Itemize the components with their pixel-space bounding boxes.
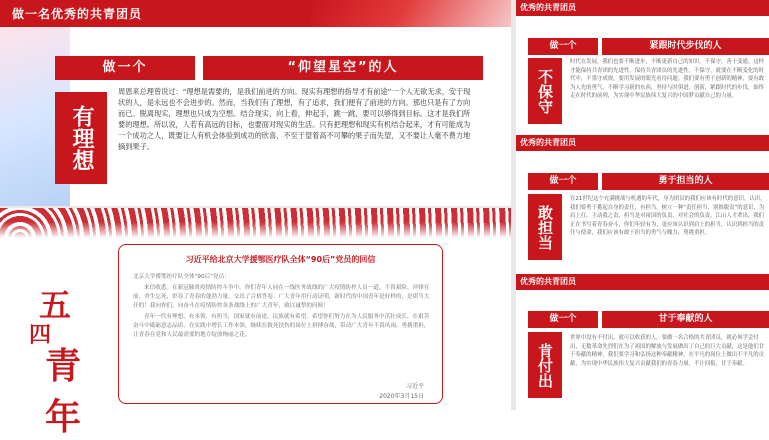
- header-label-a: 做一个: [528, 38, 598, 55]
- vertical-keyword: 肯付出: [528, 332, 562, 398]
- banner-title: 优秀的共青团员: [520, 138, 576, 147]
- banner-title: 做一名优秀的共青团员: [12, 7, 143, 21]
- letter-paragraph: 青年一代有理想、有本领、有担当，国家就有前途，民族就有希望。希望你们努力在为人民服务中茁壮成长、在艰苦奋斗中砥砺意志品质、在实践中增长工作本领，继续在救死扶伤的岗位上拼搏奋战，带动广大青年不畏风雨、勇挑重担，让青春在党和人民最需要的地方绽放绚丽之花。: [133, 314, 430, 338]
- banner-title: 优秀的共青团员: [520, 3, 576, 12]
- header-label-a: 做一个: [528, 311, 598, 328]
- letter-date: 2020年3月15日: [379, 393, 424, 400]
- letter-title: 习近平给北京大学援鄂医疗队全体“90后”党员的回信: [185, 255, 376, 264]
- letter-body: [133, 273, 431, 340]
- vertical-keyword: 有理想: [55, 92, 107, 184]
- header-label-b: 紧跟时代步伐的人: [602, 38, 769, 55]
- ideal-body-text: 周恩来总理曾说过：“理想是需要的，是我们前进的方向。现实有理想的指导才有前途”一个人无欲无求，安于现状的人，是永远也不会进步的。然而，当我们有了理想，有了追求，我们便有了前进的方向。那也只是有了方向而已。脱离现实，理想也只成为空想。结合现实，向上看，伸起手，跳一跳，要可以够得到目标。这才是我们所要的理想。所以说，人若有高远的目标，也要面对现实的生活。只有把理想和现实有机结合起来，才有可能成为一个成功之人，既要让人有机会体验到成功的欣喜，不至于望着高不可攀的果子而失望，又不要让人毫不费力地摘到果子。: [118, 87, 471, 151]
- may-fourth-youth-logo: 五 四 青年: [29, 286, 82, 438]
- letter-paragraph: 来信收悉。在新冠肺炎疫情防控斗争中，你们青年人同在一线医务战线的广大疫情防控人员一道，不畏艰险、冲锋在前、舍生忘死，彰显了青春的蓬勃力量，交出了合格答卷。广大青年用行动证明，新时代的中国青年是好样的，是堪当大任的！我向你们，向奋斗在疫情防控各条战线上的广大青年，致以诚挚的问候！: [133, 285, 430, 309]
- header-label-b: 勇于担当的人: [602, 173, 769, 190]
- slide-banner: [0, 0, 511, 27]
- header-label-b: “仰望星空”的人: [203, 56, 483, 80]
- ideal-slide: [0, 0, 511, 207]
- letter-signature: 习近平: [405, 383, 424, 390]
- banner-title: 优秀的共青团员: [520, 277, 576, 286]
- header-label-b: 甘于奉献的人: [602, 311, 769, 328]
- slide-banner: [516, 274, 769, 290]
- slide-banner: [516, 0, 769, 16]
- slide-body-text: 时代在发展，我们也要不断进步，不断更新自己的知识。不保守，善于变通。这样才能保持共青团的先进性，保持共青团员的先进性。不保守，就要在不断变化的时代中，不墨守成规，要用发展的眼光看待问题。我们要有勇于创新的精神，要有敢为人先的勇气。不断学习新的东西，坚持与时俱进，创新，紧跟时代的步伐，始终走在时代的前列，为实现中华民族伟大复兴的中国梦贡献自己的力量。: [570, 59, 765, 99]
- vertical-keyword: 不保守: [528, 58, 562, 124]
- slide-body-text: 在21世纪这个充满挑战与机遇的年代，身为团员的我们应该有时代的意识，认识，我们要勇于挑起自身的责任，有担当。树立一种“责任担当，别推脱责”的意识，为肩上扛，主动我之责，担当是对祖国的负责，对社会的负责。江山人才辈出，我们正在书写着青春奋斗，你们年轻有为，更应该认识到肩上的担当，认识到担当的责任与使命，我们应该有敢于担当的勇气与魄力，勇挑重担。: [570, 196, 766, 236]
- flag-decoration: [311, 0, 511, 27]
- letter-slide: [0, 208, 511, 438]
- dedication-slide: [516, 274, 769, 410]
- header-label-a: 做一个: [55, 56, 195, 80]
- slide-banner: [516, 135, 769, 151]
- letter-frame: [118, 244, 443, 404]
- header-label-a: 做一个: [528, 173, 598, 190]
- vertical-keyword: 敢担当: [528, 194, 562, 260]
- not-conservative-slide: [516, 0, 769, 132]
- letter-greeting: 北京大学援鄂医疗队全体“90后”党员：: [133, 274, 230, 280]
- slide-body-text: 世界中没有不付出，就可以收获的人。要做一名合格的共青团员，就必须学会付出，无数革命先烈们在为了祖国的解放与发展做出了自己的巨大贡献，这是他们甘于奉献的精神。我们要学习和弘扬这种奉献精神，在平凡的岗位上做出不平凡的贡献，为实现中华民族伟大复兴贡献我们的青春力量，不计回报，甘于奉献。: [570, 335, 765, 367]
- responsibility-slide: [516, 135, 769, 271]
